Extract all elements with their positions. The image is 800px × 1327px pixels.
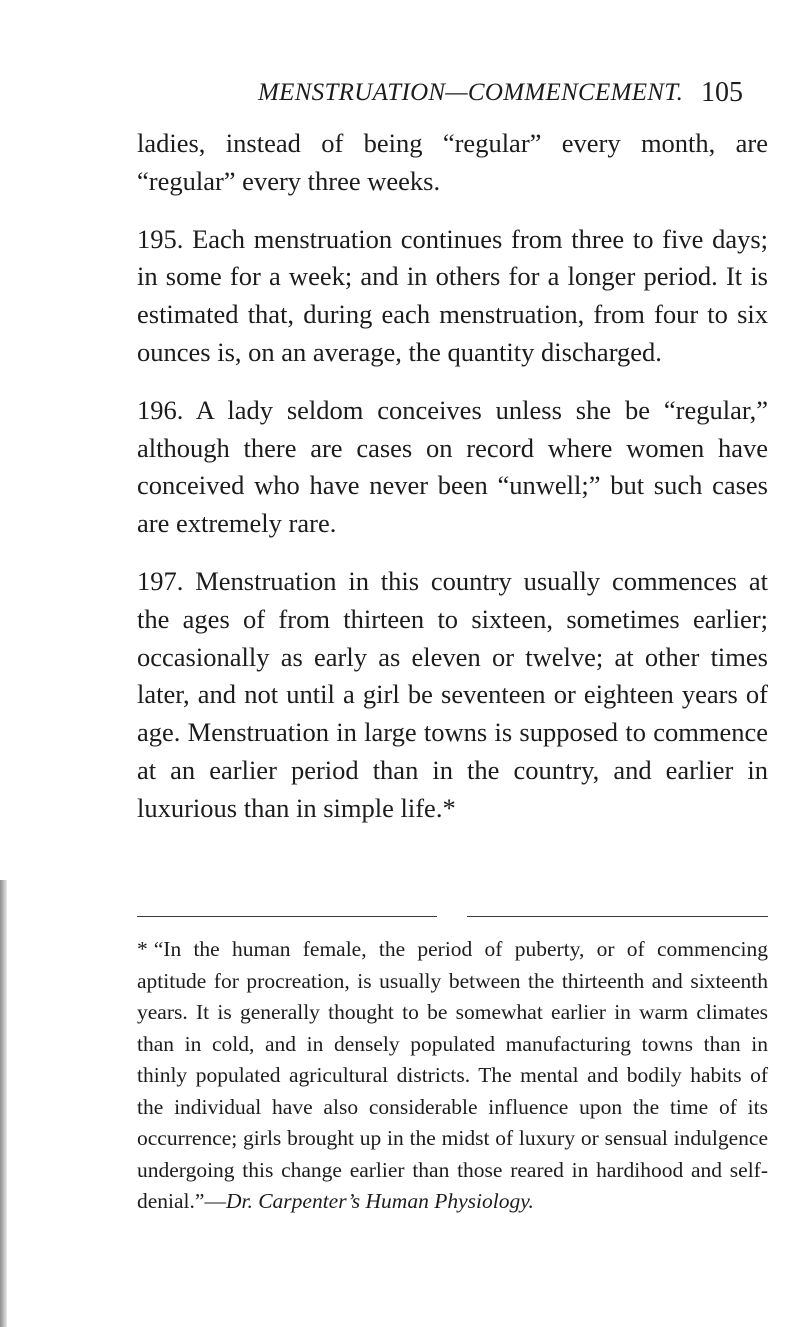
scan-edge-shadow [0, 880, 7, 1327]
footnote-source: Dr. Carpenter’s Human Physiology. [225, 1189, 534, 1213]
paragraph-text: Menstruation in this country usually commences at the ages of from thirteen to sixteen, sometimes earlier; occasionally as early as eleven or twelve; at other times later, and not until a girl be seventeen or eighteen years of age. Menstruation in large towns is supposed to commence at an earlier period than in the country, and earlier in luxurious than in simple life.* [137, 565, 769, 823]
footnote-rule [137, 912, 768, 922]
continuation-paragraph: ladies, instead of being “regular” every month, are “regular” every three weeks. [137, 128, 768, 196]
running-head: MENSTRUATION—COMMENCEMENT. [258, 79, 684, 106]
paragraph-197 [137, 563, 768, 828]
footnote-text: “In the human female, the period of puberty, or of commencing aptitude for procreation, is usually between the thirteenth and sixteenth years. It is generally thought to be somewhat earlier in warm climates than in cold, and in densely populated manufacturing towns than in thinly populated agricultural districts. The mental and bodily habits of the individual have also considerable influence upon the time of its occurrence; girls brought up in the midst of luxury or sensual indulgence undergoing this change earlier than those reared in hardihood and self-denial.”— [137, 937, 768, 1213]
footnote-paragraph [137, 934, 768, 1218]
paragraph-number: 196. [137, 394, 184, 425]
body-text [137, 125, 768, 848]
paragraph-number: 195. [137, 223, 184, 254]
footnote-rule-right [467, 916, 768, 917]
footnote [137, 934, 768, 1218]
paragraph-195 [137, 221, 768, 372]
footnote-rule-left [137, 916, 437, 917]
paragraph-number: 197. [137, 565, 184, 596]
page-number: 105 [701, 77, 743, 108]
paragraph-text: A lady seldom conceives unless she be “regular,” although there are cases on record where women have conceived who have never been “unwell;” but such cases are extremely rare. [137, 394, 768, 539]
paragraph-196 [137, 392, 768, 543]
page-header [0, 75, 800, 115]
footnote-marker: * [137, 937, 148, 961]
paragraph-text: Each menstruation continues from three to five days; in some for a week; and in others for a longer period. It is estimated that, during each menstruation, from four to six ounces is, on an average, the quantity discharged. [137, 223, 769, 367]
